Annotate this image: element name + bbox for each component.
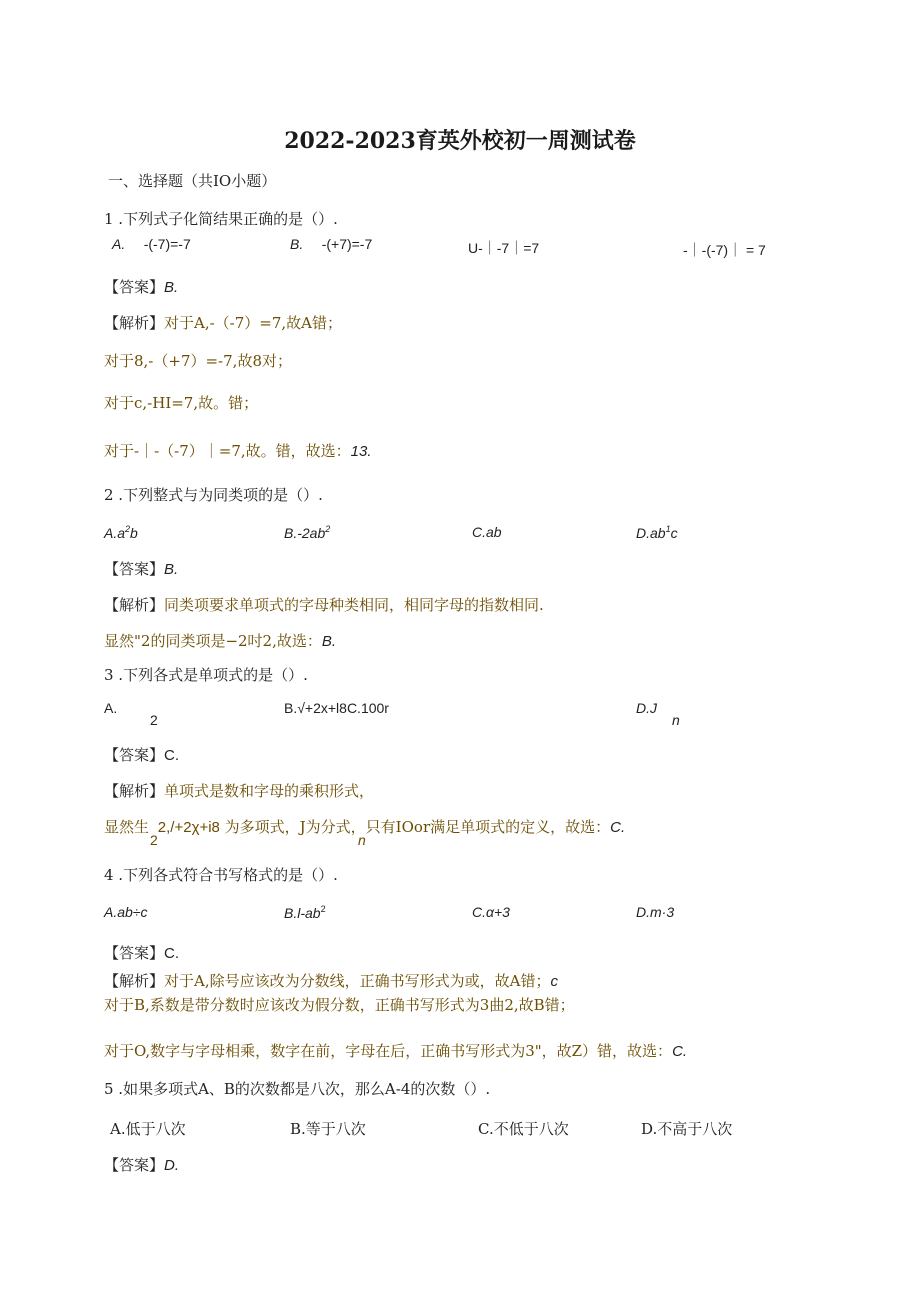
q4-answer-value: C. — [164, 945, 180, 962]
q3-option-bc-text: B.√+2x+l8C.100r — [284, 700, 389, 716]
q5-option-d: D.不高于八次 — [641, 1120, 733, 1138]
q3-analysis-choice: C. — [610, 819, 626, 836]
q3-analysis-text-1: 单项式是数和字母的乘积形式， — [164, 782, 375, 800]
q3-answer — [104, 744, 179, 765]
q4-analysis-label: 【解析】 — [104, 972, 165, 990]
q1-analysis-label: 【解析】 — [104, 314, 165, 332]
q4-answer — [104, 942, 179, 963]
q2-option-b-text: B.-2ab — [284, 525, 326, 541]
q2-option-b — [284, 524, 330, 541]
q2-option-a-text: A.a — [104, 525, 126, 541]
q1-analysis-line-4 — [104, 440, 372, 461]
q3-analysis-label: 【解析】 — [104, 782, 165, 800]
q3-answer-value: C. — [164, 747, 180, 764]
q5-option-c: C.不低于八次 — [478, 1120, 569, 1138]
q1-option-b-letter: B. — [290, 236, 304, 252]
q5-answer — [104, 1154, 179, 1175]
q1-analysis-line-2: 对于8,-（+7）=-7,故8对； — [104, 352, 292, 370]
q3-analysis-text-2a: 显然生 — [104, 818, 150, 836]
q2-analysis-line-1 — [104, 594, 544, 615]
q2-option-b-exponent: 2 — [325, 524, 331, 534]
q2-option-a-tail: b — [130, 525, 138, 541]
q3-analysis-denominator-2: n — [358, 832, 366, 848]
q4-answer-label: 【答案】 — [104, 944, 165, 962]
q2-answer-label: 【答案】 — [104, 560, 165, 578]
q2-analysis-text-1: 同类项要求单项式的字母种类相同，相同字母的指数相同. — [164, 596, 544, 614]
q1-answer — [104, 276, 178, 297]
q4-analysis-end-1: c — [550, 973, 558, 990]
q3-analysis-denominator-1: 2 — [150, 832, 158, 848]
q3-analysis-text-2b: 2,/+2χ+i8 — [157, 819, 220, 836]
q5-option-b: B.等于八次 — [290, 1120, 366, 1138]
q1-option-a-letter: A. — [112, 236, 126, 252]
q4-option-b — [284, 904, 326, 922]
q4-option-a: A.ab÷c — [104, 904, 148, 920]
q1-analysis-line-3: 对于c,-HI=7,故。错； — [104, 394, 259, 412]
q2-analysis-label: 【解析】 — [104, 596, 165, 614]
page-title: 2022-2023育英外校初一周测试卷 — [284, 128, 636, 154]
q3-stem: 3 .下列各式是单项式的是（）. — [104, 666, 308, 684]
q2-analysis-choice: B. — [321, 633, 337, 650]
q2-option-d — [636, 524, 678, 541]
q2-option-a-exponent: 2 — [125, 524, 131, 534]
q2-analysis-line-2 — [104, 630, 336, 651]
q5-answer-label: 【答案】 — [104, 1156, 165, 1174]
q4-option-b-text: B.l-ab — [284, 905, 321, 921]
q2-option-d-text: D.ab — [636, 525, 666, 541]
q1-analysis-text-1: 对于A,-（-7）=7,故A错； — [164, 314, 343, 332]
q4-option-c: C.α+3 — [472, 904, 510, 920]
q4-analysis-line-3 — [104, 1040, 687, 1061]
section-heading: 一、选择题（共IO小题） — [108, 172, 277, 190]
q3-answer-label: 【答案】 — [104, 746, 165, 764]
q2-option-a — [104, 524, 138, 541]
q5-option-a: A.低于八次 — [110, 1120, 186, 1138]
q1-analysis-line-1 — [104, 312, 342, 333]
q2-option-d-exponent: 1 — [665, 524, 671, 534]
q3-option-a-denominator: 2 — [150, 712, 158, 728]
q1-option-a-text: -(-7)=-7 — [143, 236, 191, 252]
q1-option-a — [112, 236, 191, 253]
q5-stem: 5 .如果多项式A、B的次数都是八次，那么A-4的次数（）. — [104, 1080, 491, 1098]
q2-option-d-tail: c — [670, 525, 678, 541]
q2-stem: 2 .下列整式与为同类项的是（）. — [104, 486, 323, 504]
q3-option-bc — [284, 700, 389, 717]
q4-analysis-text-3: 对于O,数字与字母相乘，数字在前，字母在后，正确书写形式为3"，故Z）错，故选： — [104, 1042, 673, 1060]
q5-answer-value: D. — [164, 1157, 180, 1174]
q3-option-a: A. — [104, 700, 118, 716]
q2-answer — [104, 558, 178, 579]
q4-option-d: D.m·3 — [636, 904, 675, 920]
q3-option-d-denominator: n — [672, 712, 680, 728]
q1-answer-label: 【答案】 — [104, 278, 165, 296]
q1-stem: 1 .下列式子化简结果正确的是（）. — [104, 210, 338, 228]
q4-analysis-choice: C. — [672, 1043, 688, 1060]
q1-analysis-text-4: 对于-｜-（-7）｜=7,故。错，故选： — [104, 442, 351, 460]
q2-analysis-text-2: 显然"2的同类项是−2吋2,故选： — [104, 632, 322, 650]
q3-analysis-line-1 — [104, 780, 374, 801]
q1-option-b-text: -(+7)=-7 — [321, 236, 373, 252]
q2-answer-value: B. — [164, 561, 179, 578]
q3-analysis-text-2c: 为多项式，J为分式，只有IOor满足单项式的定义，故选： — [224, 818, 611, 836]
q2-option-c: C.ab — [472, 524, 502, 540]
q1-option-b — [290, 236, 372, 253]
q4-analysis-line-2: 对于B,系数是带分数时应该改为假分数，正确书写形式为3曲2,故B错； — [104, 996, 575, 1014]
q1-answer-value: B. — [164, 279, 179, 296]
q3-option-d: D.J — [636, 700, 657, 716]
q1-analysis-choice: 13. — [350, 443, 372, 460]
q4-analysis-text-1: 对于A,除号应该改为分数线，正确书写形式为或，故A错； — [164, 972, 551, 990]
q4-option-b-exponent: 2 — [320, 904, 326, 914]
q1-option-d: -｜-(-7)｜ = 7 — [683, 242, 766, 258]
q4-stem: 4 .下列各式符合书写格式的是（）. — [104, 866, 338, 884]
q4-analysis-line-1 — [104, 970, 558, 991]
q1-option-c: U-｜-7｜=7 — [468, 240, 540, 256]
